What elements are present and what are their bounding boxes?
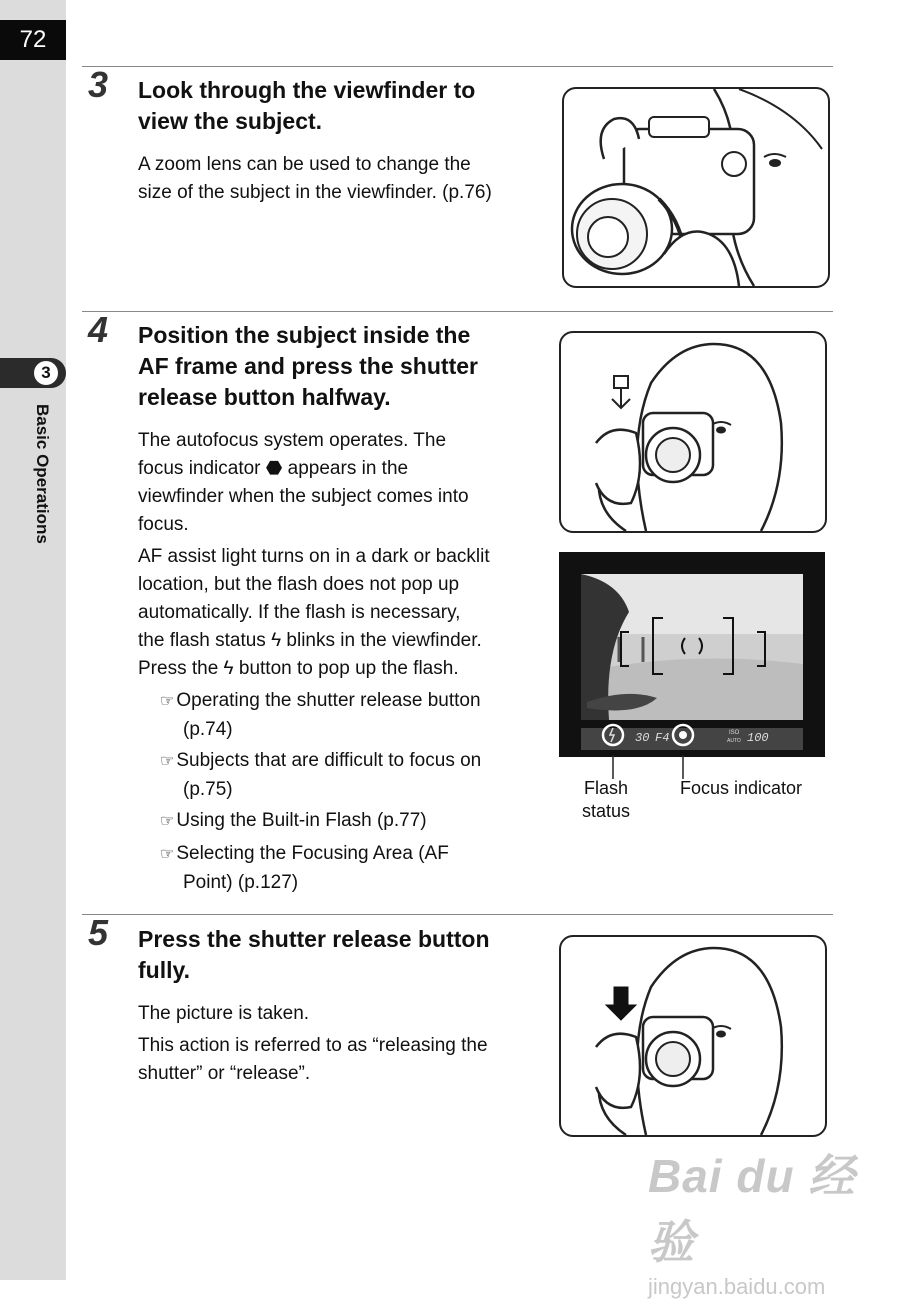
paragraph-line: AF assist light turns on in a dark or backlit bbox=[138, 546, 490, 567]
baidu-watermark bbox=[648, 1140, 868, 1300]
half-press-illustration bbox=[559, 331, 827, 533]
iso-mode: AUTO bbox=[727, 738, 741, 744]
paragraph-line: This action is referred to as “releasing the bbox=[138, 1035, 488, 1056]
reference-text: Using the Built-in Flash (p.77) bbox=[176, 810, 427, 831]
paragraph-line: location, but the flash does not pop up bbox=[138, 574, 460, 595]
step-heading bbox=[138, 320, 478, 413]
step-paragraph bbox=[138, 1032, 488, 1088]
heading-line: view the subject. bbox=[138, 108, 323, 134]
pointing-hand-icon: ☞ bbox=[160, 753, 175, 770]
step-number: 5 bbox=[88, 912, 109, 953]
paragraph-line: The picture is taken. bbox=[138, 1003, 310, 1024]
sidebar bbox=[0, 0, 66, 1280]
aperture-readout: F4 bbox=[655, 731, 670, 745]
reference-link-focusing-area[interactable] bbox=[160, 840, 449, 897]
section-divider bbox=[82, 311, 833, 312]
paragraph-line: focus indicator ⬣ appears in the bbox=[138, 458, 409, 479]
heading-line: release button halfway. bbox=[138, 384, 391, 410]
section-divider bbox=[82, 66, 833, 67]
pointing-hand-icon: ☞ bbox=[160, 813, 175, 830]
viewfinder-display bbox=[559, 552, 825, 757]
paragraph-line: shutter” or “release”. bbox=[138, 1063, 311, 1084]
caption-line: status bbox=[581, 801, 631, 821]
pointing-hand-icon: ☞ bbox=[160, 846, 175, 863]
zoom-lens-illustration bbox=[562, 87, 830, 288]
section-divider bbox=[82, 914, 833, 915]
reference-link-built-in-flash[interactable] bbox=[160, 807, 427, 836]
paragraph-line: A zoom lens can be used to change the bbox=[138, 154, 471, 175]
step-heading bbox=[138, 75, 475, 137]
caption-line: Flash bbox=[583, 778, 628, 798]
reference-text: Subjects that are difficult to focus on bbox=[176, 750, 482, 771]
full-press-illustration bbox=[559, 935, 827, 1137]
iso-value-readout: 100 bbox=[747, 731, 769, 745]
heading-line: Position the subject inside the bbox=[138, 322, 471, 348]
chapter-title: Basic Operations bbox=[33, 404, 52, 544]
heading-line: Press the shutter release button bbox=[138, 926, 490, 952]
reference-link-shutter-release[interactable] bbox=[160, 687, 481, 744]
flash-status-caption bbox=[568, 777, 644, 823]
step-heading bbox=[138, 924, 490, 986]
step-number: 4 bbox=[88, 309, 109, 350]
paragraph-line: automatically. If the flash is necessary, bbox=[138, 602, 461, 623]
step-paragraph bbox=[138, 543, 490, 683]
reference-text: Operating the shutter release button bbox=[176, 690, 481, 711]
paragraph-line: viewfinder when the subject comes into bbox=[138, 486, 469, 507]
page-number: 72 bbox=[0, 20, 66, 60]
heading-line: AF frame and press the shutter bbox=[138, 353, 478, 379]
reference-text: (p.75) bbox=[183, 779, 233, 800]
reference-link-difficult-subjects[interactable] bbox=[160, 747, 481, 804]
heading-line: Look through the viewfinder to bbox=[138, 77, 476, 103]
pointing-hand-icon: ☞ bbox=[160, 693, 175, 710]
step-paragraph bbox=[138, 1000, 309, 1028]
paragraph-line: size of the subject in the viewfinder. (p.76) bbox=[138, 182, 492, 203]
paragraph-line: Press the ϟ button to pop up the flash. bbox=[138, 658, 459, 679]
reference-text: Point) (p.127) bbox=[183, 872, 299, 893]
heading-line: fully. bbox=[138, 957, 190, 983]
iso-label: ISO bbox=[729, 730, 740, 736]
shutter-speed-readout: 30 bbox=[635, 731, 650, 745]
baidu-logo: Bai du 经验 bbox=[648, 1150, 856, 1268]
paragraph-line: The autofocus system operates. The bbox=[138, 430, 447, 451]
watermark-url: jingyan.baidu.com bbox=[648, 1274, 826, 1299]
paragraph-line: focus. bbox=[138, 514, 189, 535]
step-number: 3 bbox=[88, 64, 109, 105]
reference-text: (p.74) bbox=[183, 719, 233, 740]
step-paragraph bbox=[138, 151, 492, 207]
focus-indicator-caption: Focus indicator bbox=[679, 778, 803, 798]
paragraph-line: the flash status ϟ blinks in the viewfinder. bbox=[138, 630, 482, 651]
reference-text: Selecting the Focusing Area (AF bbox=[176, 843, 449, 864]
chapter-number: 3 bbox=[34, 361, 58, 385]
step-paragraph bbox=[138, 427, 469, 539]
